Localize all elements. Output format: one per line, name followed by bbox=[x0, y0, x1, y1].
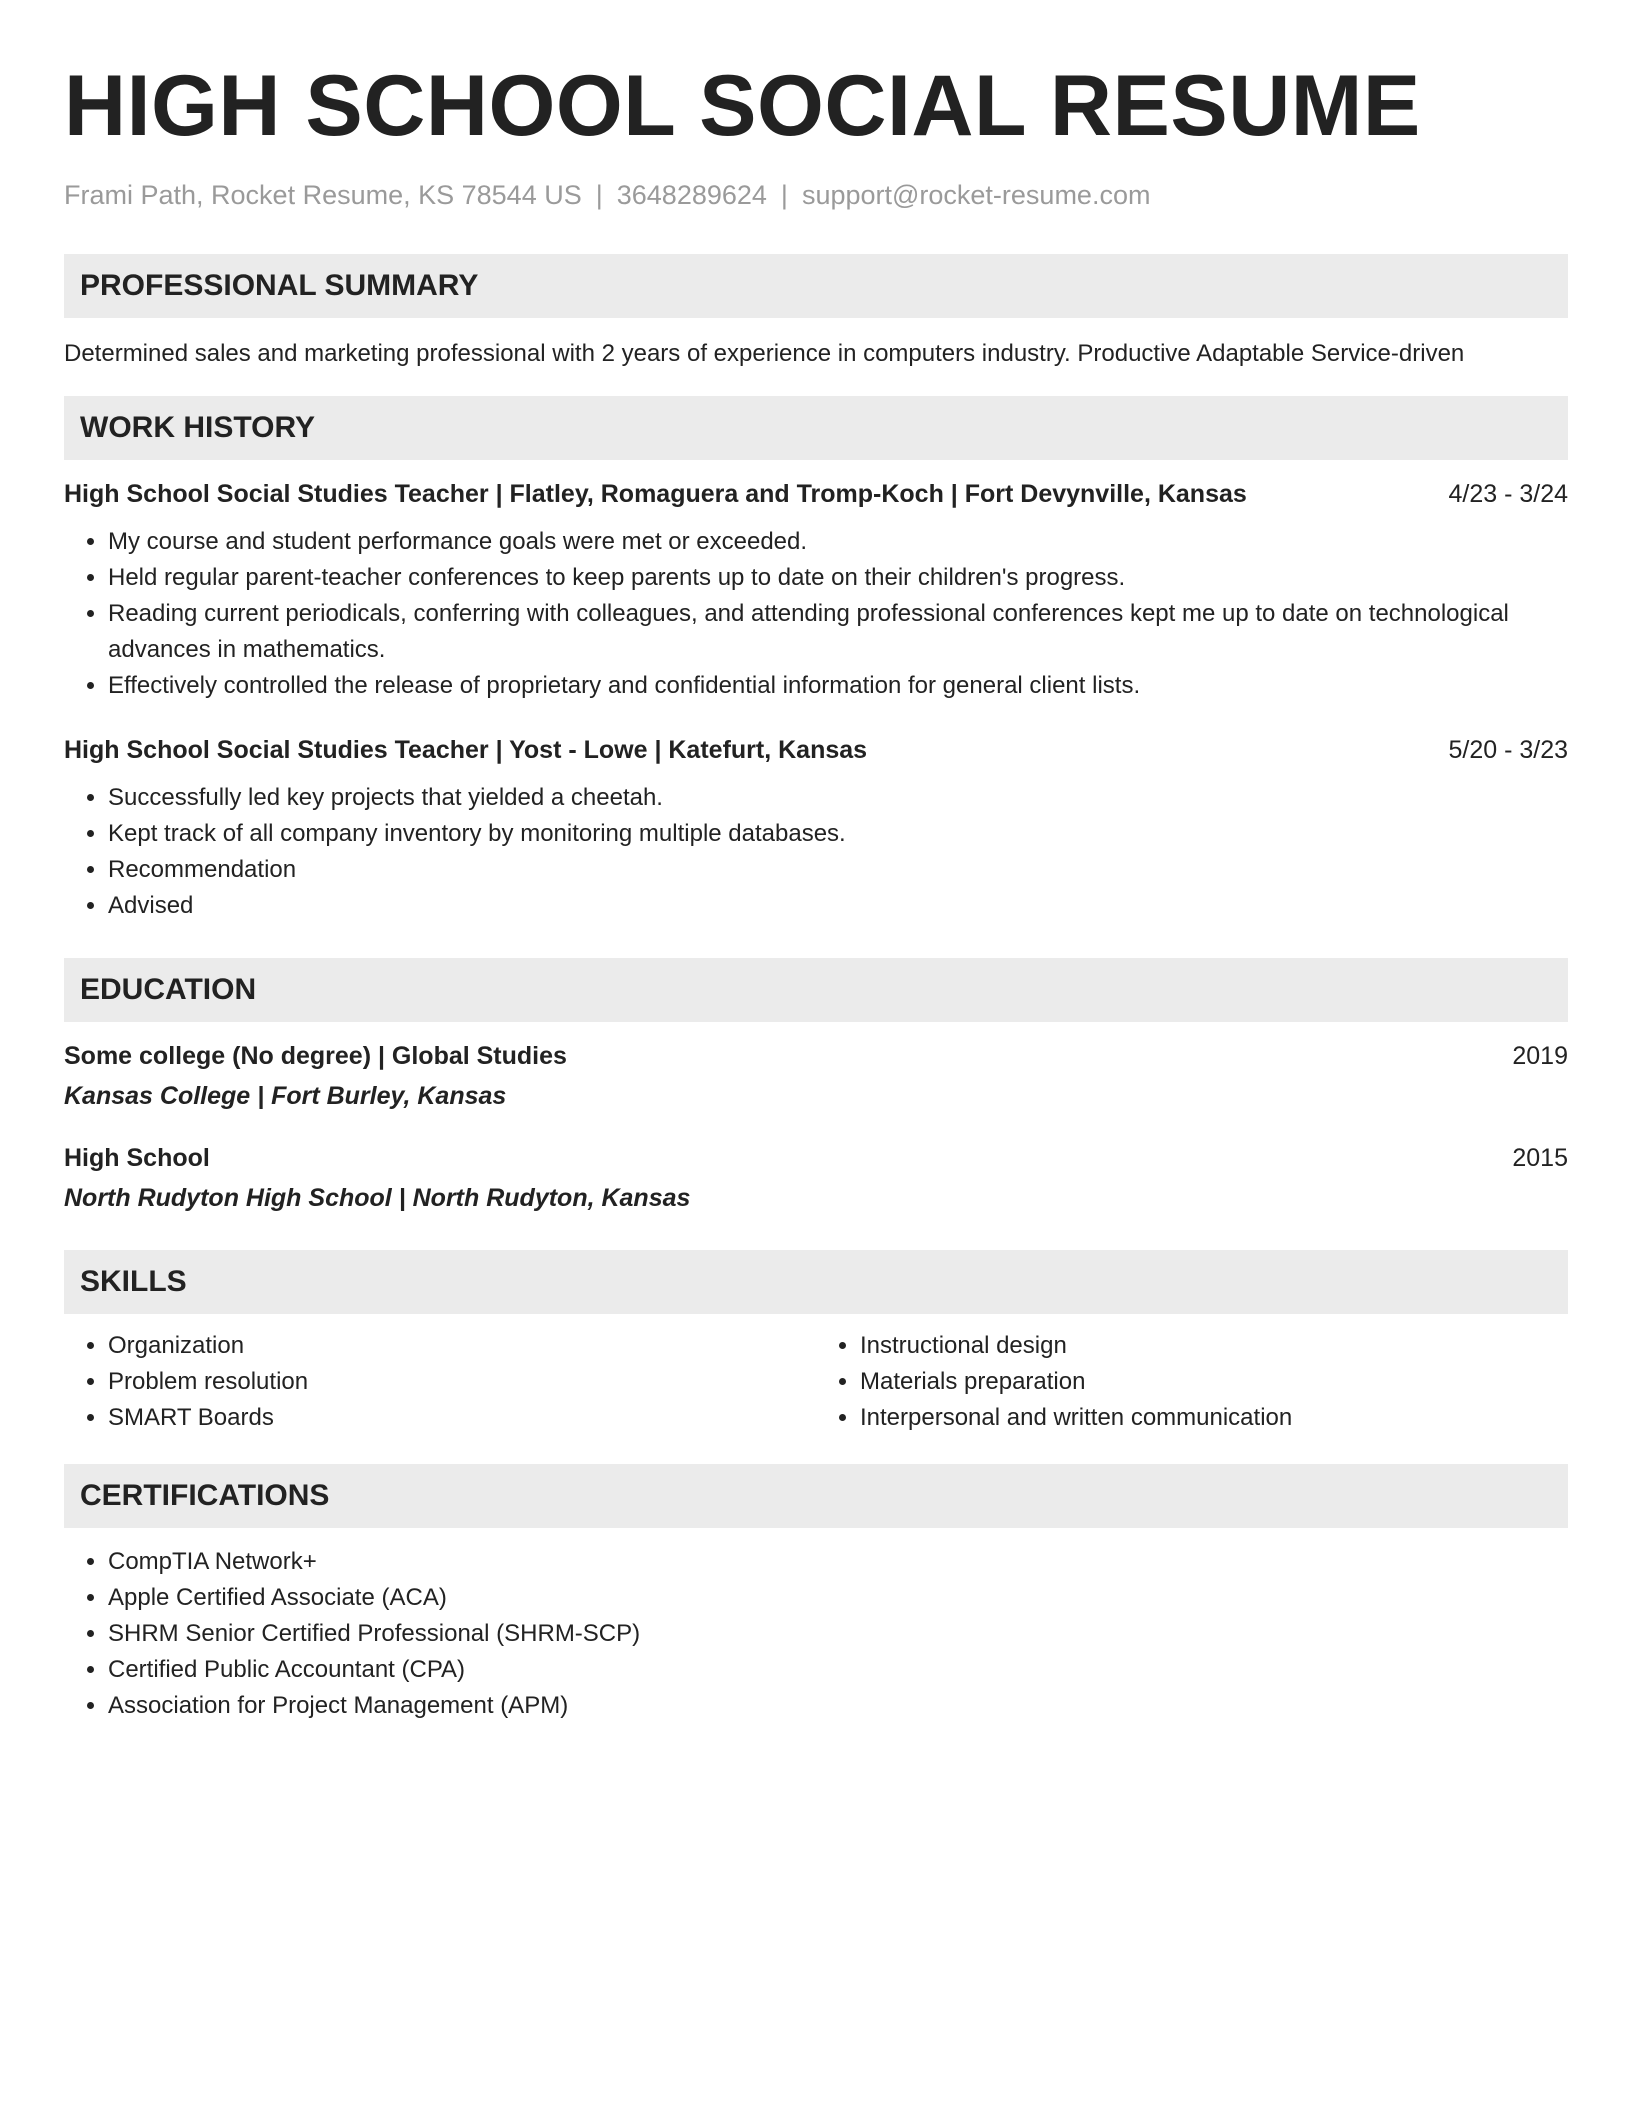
education-header bbox=[64, 1142, 1568, 1174]
contact-address: Frami Path, Rocket Resume, KS 78544 US bbox=[64, 180, 582, 210]
list-item: • Organization bbox=[108, 1328, 816, 1364]
skills-column-left bbox=[64, 1328, 816, 1436]
section-header-education: EDUCATION bbox=[64, 958, 1568, 1022]
list-item: • Held regular parent-teacher conferences to keep parents up to date on their children's progress. bbox=[108, 560, 1568, 596]
education-entry bbox=[64, 1142, 1568, 1214]
list-item: • Instructional design bbox=[860, 1328, 1568, 1364]
section-header-skills: SKILLS bbox=[64, 1250, 1568, 1314]
skills-column-right bbox=[816, 1328, 1568, 1436]
list-item: • Successfully led key projects that yielded a cheetah. bbox=[108, 780, 1568, 816]
contact-line bbox=[64, 178, 1568, 212]
contact-phone: 3648289624 bbox=[616, 180, 767, 210]
section-header-work-history: WORK HISTORY bbox=[64, 396, 1568, 460]
list-item: • Effectively controlled the release of proprietary and confidential information for general client lists. bbox=[108, 668, 1568, 704]
list-item: • Association for Project Management (APM) bbox=[108, 1688, 1568, 1724]
list-item: • Advised bbox=[108, 888, 1568, 924]
education-header bbox=[64, 1040, 1568, 1072]
resume-name: HIGH SCHOOL SOCIAL RESUME bbox=[64, 58, 1421, 154]
education-year: 2019 bbox=[1512, 1042, 1568, 1070]
list-item: • Certified Public Accountant (CPA) bbox=[108, 1652, 1568, 1688]
education-school: North Rudyton High School | North Rudyton, Kansas bbox=[64, 1184, 691, 1212]
list-item: • CompTIA Network+ bbox=[108, 1544, 1568, 1580]
list-item: • My course and student performance goals were met or exceeded. bbox=[108, 524, 1568, 560]
section-header-summary: PROFESSIONAL SUMMARY bbox=[64, 254, 1568, 318]
job-title: High School Social Studies Teacher | Yost - Lowe | Katefurt, Kansas bbox=[64, 736, 868, 764]
job-title: High School Social Studies Teacher | Flatley, Romaguera and Tromp-Koch | Fort Devynville, Kansas bbox=[64, 480, 1247, 508]
contact-email: support@rocket-resume.com bbox=[801, 180, 1151, 210]
certifications-list bbox=[64, 1544, 1568, 1724]
job-date: 5/20 - 3/23 bbox=[1448, 736, 1568, 764]
list-item: • SHRM Senior Certified Professional (SHRM-SCP) bbox=[108, 1616, 1568, 1652]
list-item: • SMART Boards bbox=[108, 1400, 816, 1436]
education-degree: Some college (No degree) | Global Studies bbox=[64, 1042, 567, 1070]
section-header-certifications: CERTIFICATIONS bbox=[64, 1464, 1568, 1528]
list-item: • Apple Certified Associate (ACA) bbox=[108, 1580, 1568, 1616]
job-date: 4/23 - 3/24 bbox=[1448, 480, 1568, 508]
education-school: Kansas College | Fort Burley, Kansas bbox=[64, 1082, 507, 1110]
job-entry bbox=[64, 734, 1568, 924]
job-header bbox=[64, 734, 1568, 766]
list-item: • Kept track of all company inventory by monitoring multiple databases. bbox=[108, 816, 1568, 852]
list-item: • Materials preparation bbox=[860, 1364, 1568, 1400]
education-degree: High School bbox=[64, 1144, 210, 1172]
job-bullets bbox=[64, 524, 1568, 704]
job-header bbox=[64, 478, 1568, 510]
contact-separator: | bbox=[595, 180, 603, 210]
summary-text: Determined sales and marketing professional with 2 years of experience in computers industry. Productive Adaptable Service-driven bbox=[64, 340, 1465, 367]
job-bullets bbox=[64, 780, 1568, 924]
skills-grid bbox=[64, 1328, 1568, 1436]
list-item: • Problem resolution bbox=[108, 1364, 816, 1400]
list-item: • Interpersonal and written communication bbox=[860, 1400, 1568, 1436]
job-entry bbox=[64, 478, 1568, 704]
education-year: 2015 bbox=[1512, 1144, 1568, 1172]
education-entry bbox=[64, 1040, 1568, 1112]
list-item: • Recommendation bbox=[108, 852, 1568, 888]
contact-separator: | bbox=[780, 180, 788, 210]
list-item: • Reading current periodicals, conferring with colleagues, and attending professional conferences kept me up to date on technological advances in mathematics. bbox=[108, 596, 1568, 668]
